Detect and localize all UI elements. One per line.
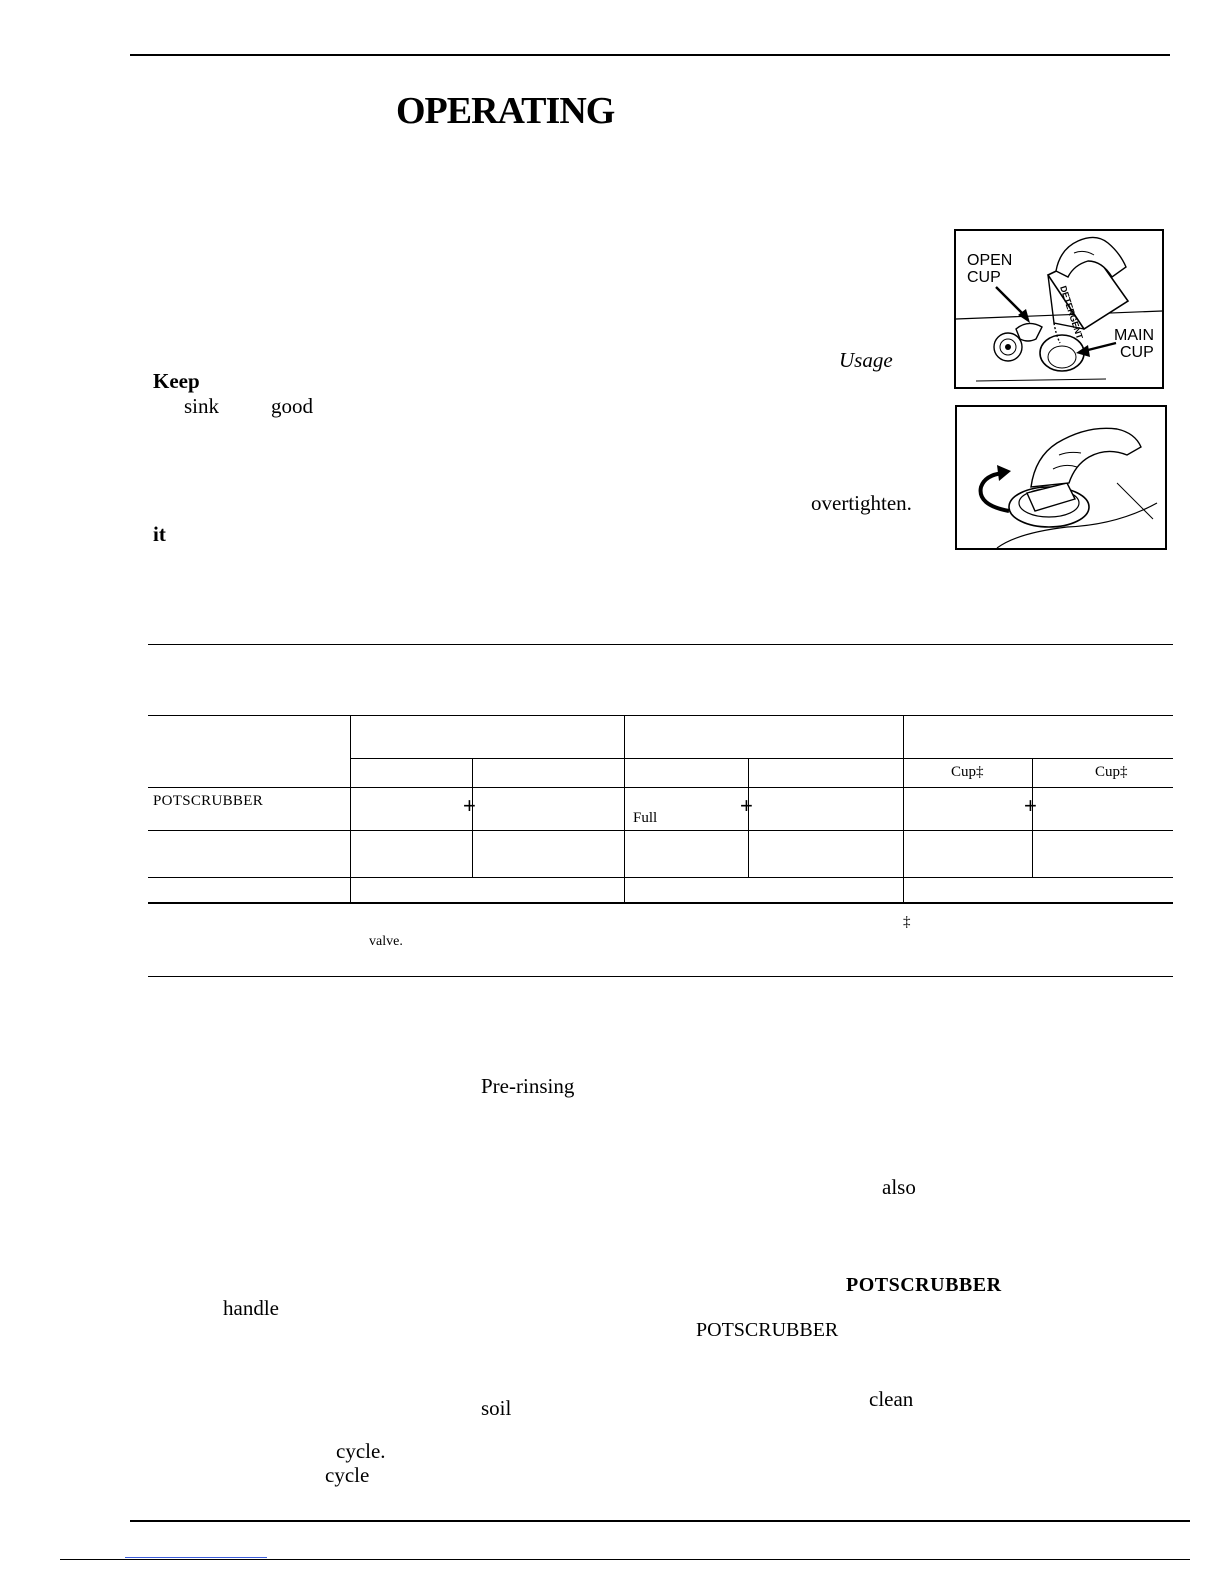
page-title: OPERATING [396,90,615,132]
rinse-cap-figure [955,405,1167,550]
good-text: good [271,394,313,418]
table-col-2 [624,715,625,902]
sink-text: sink [184,394,220,418]
row-potscrubber-label: POTSCRUBBER [153,793,263,809]
section-rule-bottom [148,976,1173,977]
keep-text: Keep [153,369,200,393]
clean-text: clean [869,1387,914,1411]
table-rule-row2 [148,877,1173,878]
pre-rinsing-text: Pre-rinsing [481,1074,575,1098]
subheader-cup-2: Cup‡ [1095,764,1128,780]
plus-sign-1: + [463,793,476,818]
handle-text: handle [223,1296,279,1320]
section-rule-top [148,644,1173,645]
also-text: also [882,1175,916,1199]
table-rule-subheader [350,758,1173,759]
table-rule-subheader-left [148,787,1173,788]
table-rule-header [148,715,1173,716]
footnote-valve: valve. [369,934,403,949]
usage-text: Usage [839,348,893,372]
it-text: it [153,522,166,546]
plus-sign-2: + [740,793,753,818]
box-lettering: DETERGENT [1058,284,1085,341]
cycle-period-text: cycle. [336,1439,386,1463]
potscrubber-bold-text: POTSCRUBBER [846,1274,1002,1296]
bottom-rule [130,1520,1190,1522]
rinse-cap-illustration [957,407,1165,548]
soil-text: soil [481,1396,512,1420]
potscrubber-text: POTSCRUBBER [696,1319,839,1341]
cell-full: Full [633,810,658,826]
table-rule-row1 [148,830,1173,831]
footer-link-underline[interactable] [125,1557,267,1558]
footer-rule [60,1559,1190,1560]
cycle-text: cycle [325,1463,370,1487]
top-rule [130,54,1170,56]
detergent-cups-figure [954,229,1164,389]
footnote-symbol: ‡ [903,914,911,930]
table-col-3 [903,715,904,902]
subheader-cup-1: Cup‡ [951,764,984,780]
table-col-1 [350,715,351,902]
plus-sign-3: + [1024,793,1037,818]
open-cup-label: OPEN CUP [967,252,1013,286]
overtighten-text: overtighten. [811,491,912,515]
table-rule-bottom [148,902,1173,904]
main-cup-label: MAIN CUP [1114,327,1154,361]
